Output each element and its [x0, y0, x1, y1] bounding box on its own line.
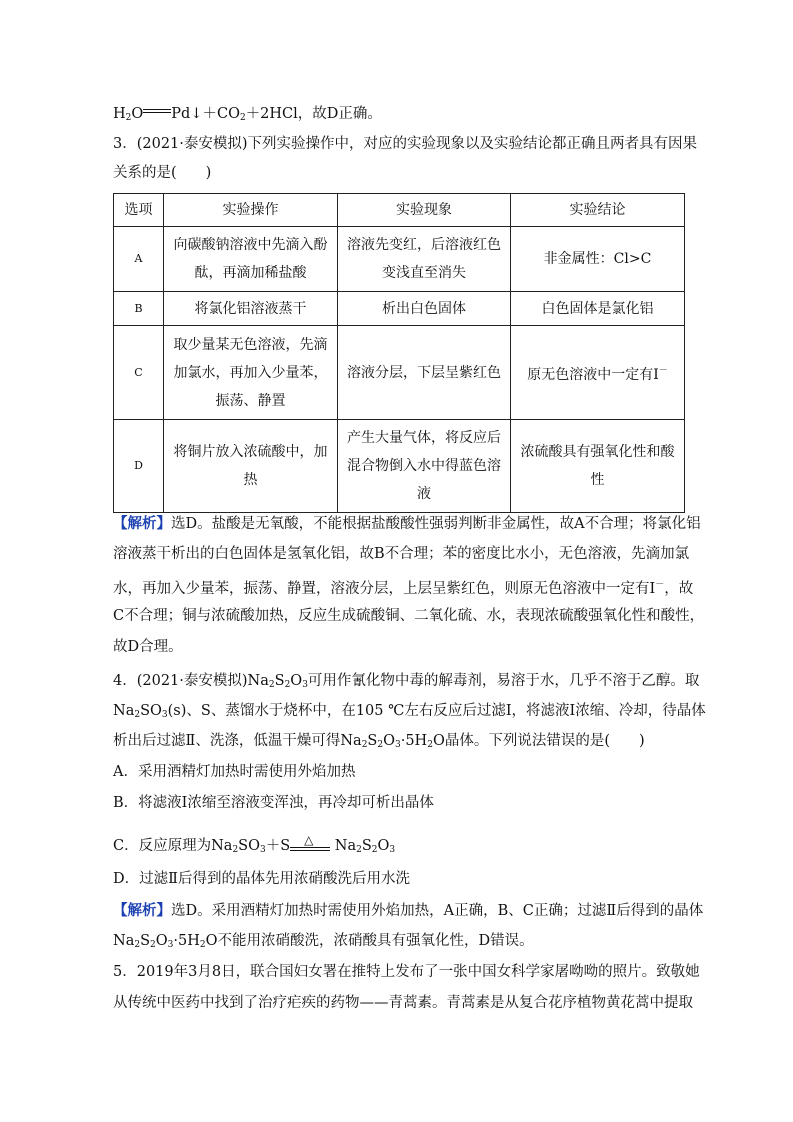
option-c: C．反应原理为$Na_2SO_3+S$ △ $Na_2S_2O_3$ — [113, 833, 396, 855]
header-option: 选项 — [114, 194, 164, 227]
row-phenomenon: 析出白色固体 — [338, 292, 511, 326]
analysis-tag: 【解析】 — [113, 902, 171, 919]
table-row — [114, 420, 685, 513]
header-conclusion: 实验结论 — [511, 194, 685, 227]
row-conclusion: 浓硫酸具有强氧化性和酸性 — [511, 420, 685, 513]
table-row — [114, 292, 685, 326]
row-phenomenon: 溶液分层，下层呈紫红色 — [338, 326, 511, 420]
header-phenomenon: 实验现象 — [338, 194, 511, 227]
row-conclusion: 非金属性：Cl>C — [511, 227, 685, 292]
analysis-tag: 【解析】 — [113, 515, 171, 532]
question-4-line-1: 4．(2021·泰安模拟)$Na_2S_2O_3$可用作氰化物中毒的解毒剂，易溶于水，几乎不溶于乙醇。取 — [113, 673, 700, 690]
table-row — [114, 227, 685, 292]
analysis-3-line-2: 溶液蒸干析出的白色固体是氢氧化铝，故B不合理；苯的密度比水小，无色溶液，先滴加氯 — [113, 546, 690, 562]
question-4-line-3: 析出后过滤Ⅱ、洗涤，低温干燥可得$Na_2S_2O_3\cdot 5H_2O$晶体。下列说法错误的是( ) — [113, 733, 645, 750]
header-operation: 实验操作 — [164, 194, 338, 227]
question-4-line-2: $Na_2SO_3(s)$、S、蒸馏水于烧杯中，在105 ℃左右反应后过滤Ⅰ，将滤液Ⅰ浓缩、冷却，待晶体 — [113, 703, 706, 720]
experiment-table — [113, 193, 685, 513]
row-option: D — [114, 420, 164, 513]
question-3-line-1: 3．(2021·泰安模拟)下列实验操作中，对应的实验现象以及实验结论都正确且两者具有因果 — [113, 136, 698, 152]
question-3-line-2: 关系的是( ) — [113, 165, 212, 181]
option-d: D．过滤Ⅱ后得到的晶体先用浓硝酸洗后用水洗 — [113, 871, 410, 887]
row-operation: 将铜片放入浓硫酸中，加热 — [164, 420, 338, 513]
question-5-line-2: 从传统中医药中找到了治疗疟疾的药物——青蒿素。青蒿素是从复合花序植物黄花蒿中提取 — [113, 995, 693, 1011]
option-a: A．采用酒精灯加热时需使用外焰加热 — [113, 764, 356, 780]
table-header-row — [114, 194, 685, 227]
double-bar-icon — [143, 106, 171, 118]
heating-condition-icon: △ — [290, 836, 330, 856]
row-operation: 将氯化铝溶液蒸干 — [164, 292, 338, 326]
row-phenomenon: 溶液先变红，后溶液红色变浅直至消失 — [338, 227, 511, 292]
analysis-4-line-1: 【解析】选D。采用酒精灯加热时需使用外焰加热，A正确，B、C正确；过滤Ⅱ后得到的晶体 — [113, 902, 704, 919]
analysis-3-line-5: 故D合理。 — [113, 639, 183, 655]
analysis-3-line-1: 【解析】选D。盐酸是无氧酸，不能根据盐酸酸性强弱判断非金属性，故A不合理；将氯化铝 — [113, 515, 701, 532]
row-option: A — [114, 227, 164, 292]
analysis-3-line-3: 水，再加入少量苯，振荡、静置，溶液分层，上层呈紫红色，则原无色溶液中一定有I－，故 — [113, 580, 694, 597]
row-option: C — [114, 326, 164, 420]
table-row — [114, 326, 685, 420]
question-5-line-1: 5．2019年3月8日，联合国妇女署在推特上发布了一张中国女科学家屠呦呦的照片。致敬她 — [113, 964, 700, 980]
row-operation: 向碳酸钠溶液中先滴入酚酞，再滴加稀盐酸 — [164, 227, 338, 292]
row-phenomenon: 产生大量气体，将反应后混合物倒入水中得蓝色溶液 — [338, 420, 511, 513]
row-operation: 取少量某无色溶液，先滴加氯水，再加入少量苯，振荡、静置 — [164, 326, 338, 420]
option-b: B．将滤液Ⅰ浓缩至溶液变浑浊，再冷却可析出晶体 — [113, 795, 434, 811]
equation-line: $H_2O$ $Pd↓+CO_2+2HCl$，故D正确。 — [113, 106, 382, 123]
analysis-4-line-2: $Na_2S_2O_3\cdot 5H_2O$不能用浓硝酸洗，浓硝酸具有强氧化性，D错误。 — [113, 933, 534, 950]
row-conclusion: 原无色溶液中一定有I－ — [511, 326, 685, 420]
row-option: B — [114, 292, 164, 326]
row-conclusion: 白色固体是氯化铝 — [511, 292, 685, 326]
analysis-3-line-4: C不合理；铜与浓硫酸加热，反应生成硫酸铜、二氧化硫、水，表现浓硫酸强氧化性和酸性， — [113, 608, 705, 624]
